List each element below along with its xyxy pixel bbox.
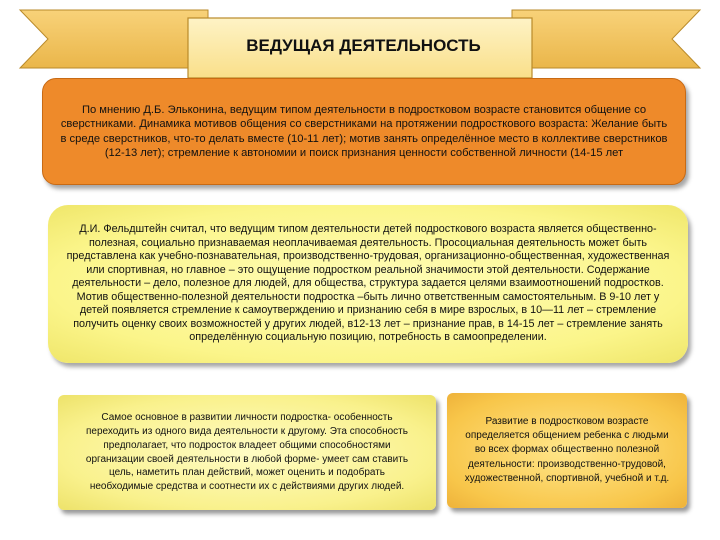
- elkonin-text: По мнению Д.Б. Эльконина, ведущим типом деятельности в подростковом возрасте становится общение со сверстниками. Динамика мотивов общения со сверстниками на протяжении подросткового возраста: Желание быть в среде сверстников, что-то делать вместе (10-11 лет); мотив занять определённое место в коллективе сверстников (12-13 лет); стремление к автономии и поиск признания ценности собственной личности (14-15 лет: [60, 104, 668, 159]
- title-banner: [18, 4, 702, 82]
- main-point-text: Самое основное в развитии личности подростка- особенность переходить из одного вида деятельности к другому. Эта способность предполагает, что подросток владеет общими способностями организации своей деятельности в любой форме- умеет сам ставить цель, наметить план действий, может оценить и подобрать необходимые средства и соотнести их с действиями других людей.: [85, 412, 409, 493]
- development-text: Развитие в подростковом возрасте определяется общением ребенка с людьми во всех формах общественно полезной деятельности: производственно-трудовой, художественной, спортивной, учебной и т.д.: [464, 415, 670, 484]
- page-title: ВЕДУЩАЯ ДЕЯТЕЛЬНОСТЬ: [246, 36, 481, 55]
- elkonin-box: [42, 78, 686, 185]
- feldstein-text: Д.И. Фельдштейн считал, что ведущим типом деятельности детей подросткового возраста является общественно-полезная, социально признаваемая неоплачиваемая деятельность. Просоциальная деятельность может быть представлена как учебно-познавательная, производственно-трудовая, организационно-общественная, художественная или спортивная, но главное – это ощущение подростком реальной значимости этой деятельности. Содержание деятельности – дело, полезное для людей, для общества, структура задается целями взаимоотношений подростков. Мотив общественно-полезной деятельности подростка –быть лично ответственным самостоятельным. В 9-10 лет у детей появляется стремление к самоутверждению и признанию себя в мире взрослых, в 10—11 лет – стремление получить оценку своих возможностей у других людей, в12-13 лет – признание прав, в 14-15 лет – стремление занять определённую социальную позицию, потребность в самоопределении.: [66, 223, 670, 344]
- development-box: [447, 393, 687, 508]
- main-point-box: [58, 395, 436, 510]
- feldstein-box: [48, 205, 688, 363]
